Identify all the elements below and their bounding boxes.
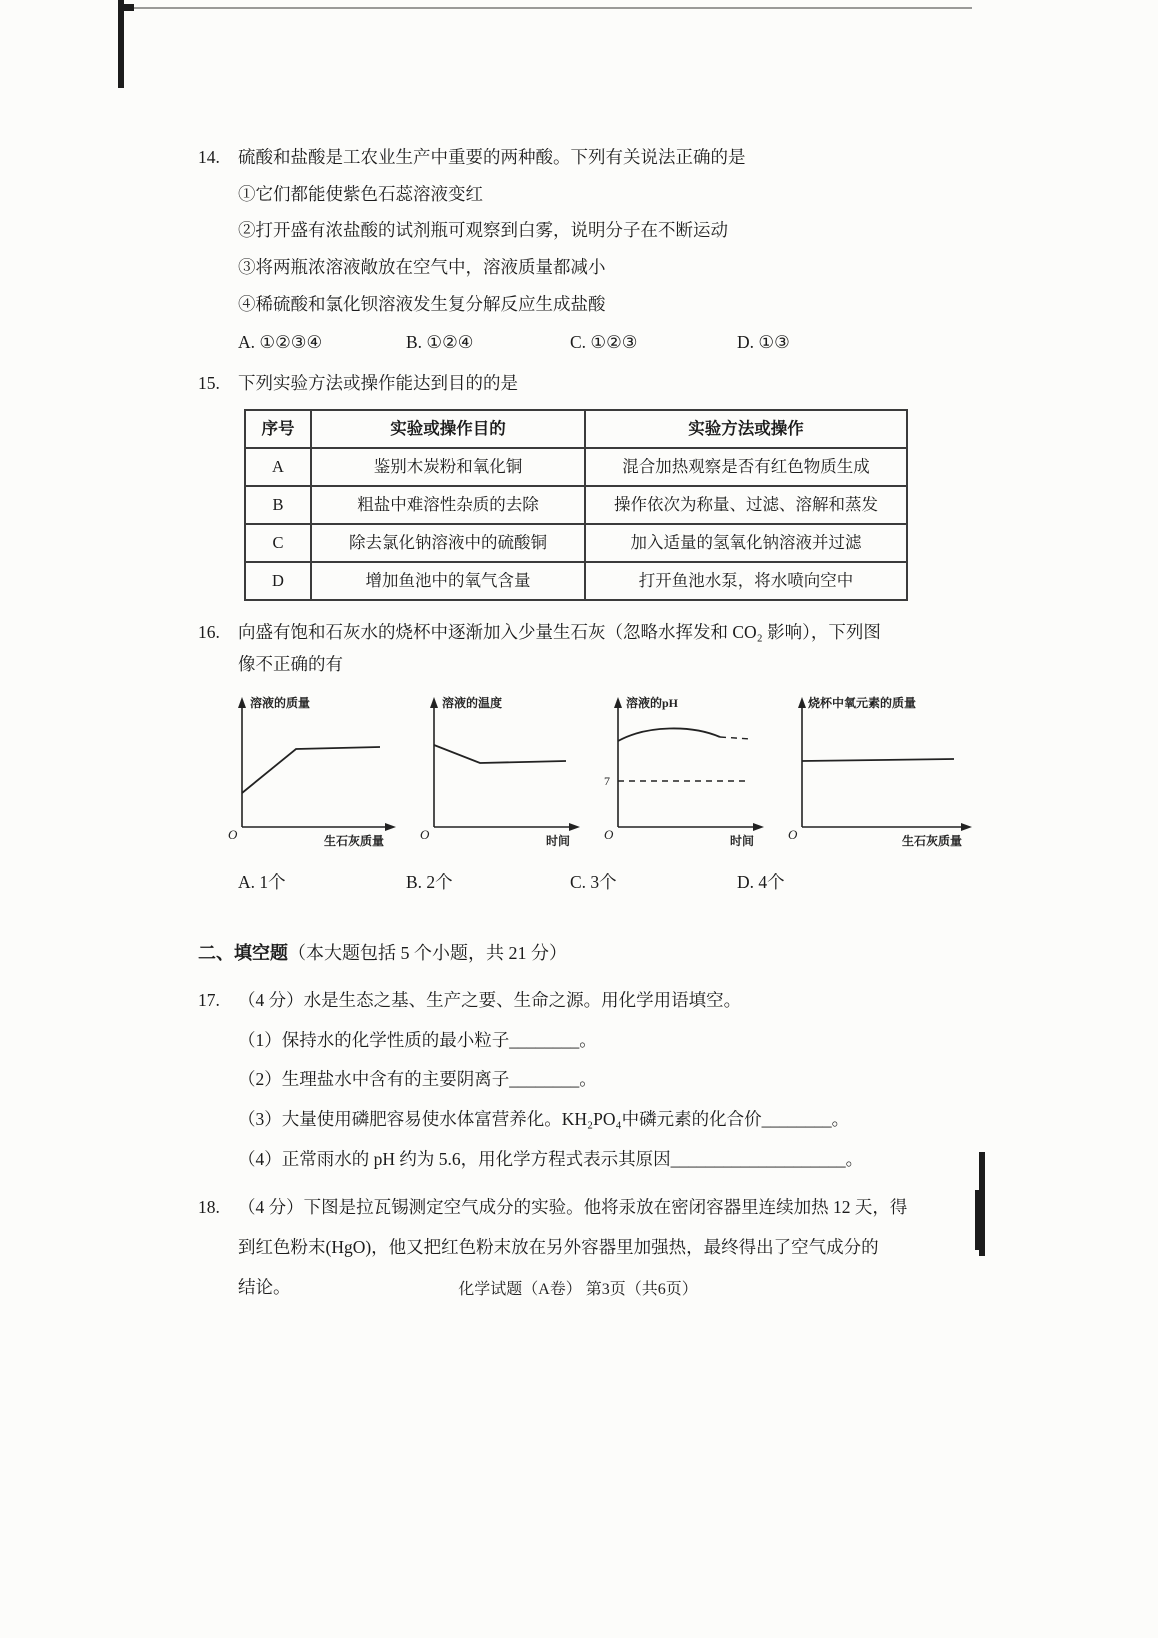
option-c: C. 3个 — [570, 872, 617, 893]
cell-goal: 粗盐中难溶性杂质的去除 — [311, 486, 585, 524]
graph-solution-temperature — [408, 689, 584, 864]
x-axis-label: 生石灰质量 — [323, 833, 384, 848]
option-b: B. 2个 — [406, 872, 453, 893]
y-axis-label: 烧杯中氧元素的质量 — [808, 695, 917, 710]
cell-index: D — [245, 562, 311, 600]
section-2-title: 二、填空题 — [198, 942, 288, 963]
table-row — [245, 562, 907, 600]
table-header-row — [245, 410, 907, 448]
scan-artifact-blob — [124, 4, 134, 11]
statement-1: ①它们都能使紫色石蕊溶液变红 — [238, 183, 483, 204]
graph-solution-mass — [212, 689, 400, 864]
origin-label: O — [228, 826, 238, 842]
cell-index: A — [245, 448, 311, 486]
part-2: （2）生理盐水中含有的主要阴离子________。 — [238, 1069, 597, 1090]
statement-3: ③将两瓶浓溶液敞放在空气中，溶液质量都减小 — [238, 256, 606, 277]
origin-label: O — [420, 826, 430, 842]
q15-table — [244, 409, 908, 601]
header-goal: 实验或操作目的 — [311, 410, 585, 448]
cell-index: C — [245, 524, 311, 562]
option-c: C. ①②③ — [570, 332, 638, 353]
cell-goal: 除去氯化钠溶液中的硫酸铜 — [311, 524, 585, 562]
question-18-line2: 到红色粉末(HgO)，他又把红色粉末放在另外容器里加强热，最终得出了空气成分的 — [238, 1236, 879, 1257]
question-17-stem: （4 分）水是生态之基、生产之要、生命之源。用化学用语填空。 — [238, 990, 742, 1011]
cell-method: 打开鱼池水泵，将水喷向空中 — [585, 562, 907, 600]
question-15 — [198, 372, 998, 396]
question-17 — [198, 989, 998, 1013]
graph-solution-temperature-plot — [408, 689, 584, 857]
question-16-stem-line2: 像不正确的有 — [238, 654, 343, 674]
header-index: 序号 — [245, 410, 311, 448]
cell-method: 混合加热观察是否有红色物质生成 — [585, 448, 907, 486]
page-content — [198, 146, 998, 1299]
graph-solution-ph — [592, 689, 768, 864]
option-a: A. 1个 — [238, 872, 286, 893]
y-axis-label: 溶液的pH — [626, 695, 679, 710]
question-18-line1: （4 分）下图是拉瓦锡测定空气成分的实验。他将汞放在密闭容器里连续加热 12 天，得 — [238, 1197, 908, 1218]
origin-label: O — [604, 826, 614, 842]
statement-4: ④稀硫酸和氯化钡溶液发生复分解反应生成盐酸 — [238, 293, 606, 314]
question-18 — [198, 1196, 998, 1220]
origin-label: O — [788, 826, 798, 842]
option-b: B. ①②④ — [406, 332, 474, 353]
question-16-graphs — [212, 689, 998, 864]
table-row — [245, 448, 907, 486]
y-tick-7: 7 — [604, 773, 610, 788]
cell-index: B — [245, 486, 311, 524]
part-1: （1）保持水的化学性质的最小粒子________。 — [238, 1029, 597, 1050]
question-15-stem: 下列实验方法或操作能达到目的的是 — [238, 372, 518, 393]
question-14-stem: 硫酸和盐酸是工农业生产中重要的两种酸。下列有关说法正确的是 — [238, 147, 746, 167]
question-16-options — [238, 871, 998, 895]
question-14 — [198, 146, 998, 170]
cell-goal: 增加鱼池中的氧气含量 — [311, 562, 585, 600]
graph-solution-mass-plot — [212, 689, 400, 857]
table-row — [245, 486, 907, 524]
table-row — [245, 524, 907, 562]
graph-oxygen-mass — [776, 689, 976, 864]
question-16-number: 16. — [198, 622, 220, 643]
question-14-options — [238, 331, 998, 355]
option-a: A. ①②③④ — [238, 332, 323, 353]
y-axis-label: 溶液的温度 — [442, 695, 503, 710]
question-14-items — [238, 183, 998, 317]
statement-2: ②打开盛有浓盐酸的试剂瓶可观察到白雾，说明分子在不断运动 — [238, 220, 728, 241]
option-d: D. 4个 — [737, 872, 785, 893]
x-axis-label: 时间 — [545, 833, 570, 848]
question-18-line3: 结论。 — [238, 1276, 291, 1297]
header-method: 实验方法或操作 — [585, 410, 907, 448]
cell-goal: 鉴别木炭粉和氧化铜 — [311, 448, 585, 486]
question-17-parts — [238, 1029, 998, 1172]
cell-method: 加入适量的氢氧化钠溶液并过滤 — [585, 524, 907, 562]
question-17-number: 17. — [198, 990, 220, 1011]
section-2-note: （本大题包括 5 个小题，共 21 分） — [288, 942, 567, 963]
cell-method: 操作依次为称量、过滤、溶解和蒸发 — [585, 486, 907, 524]
x-axis-label: 时间 — [729, 833, 754, 848]
part-4: （4）正常雨水的 pH 约为 5.6，用化学方程式表示其原因____________________。 — [238, 1148, 864, 1169]
question-18-number: 18. — [198, 1197, 220, 1218]
section-2-header — [198, 941, 998, 965]
y-axis-label: 溶液的质量 — [250, 695, 311, 710]
question-14-number: 14. — [198, 147, 220, 167]
question-15-number: 15. — [198, 372, 220, 393]
graph-oxygen-mass-plot — [776, 689, 976, 857]
scan-artifact-corner — [118, 0, 124, 88]
page-footer: 化学试题（A卷） 第3页（共6页） — [458, 1281, 698, 1298]
x-axis-label: 生石灰质量 — [901, 833, 962, 848]
option-d: D. ①③ — [737, 332, 790, 353]
question-16 — [198, 621, 998, 645]
part-3: （3）大量使用磷肥容易使水体富营养化。KH₂PO₄中磷元素的化合价________。 — [238, 1109, 850, 1130]
scan-artifact-topline — [132, 7, 972, 9]
graph-solution-ph-plot — [592, 689, 768, 857]
question-16-stem-line1: 向盛有饱和石灰水的烧杯中逐渐加入少量生石灰（忽略水挥发和 CO₂ 影响），下列图 — [238, 622, 881, 643]
